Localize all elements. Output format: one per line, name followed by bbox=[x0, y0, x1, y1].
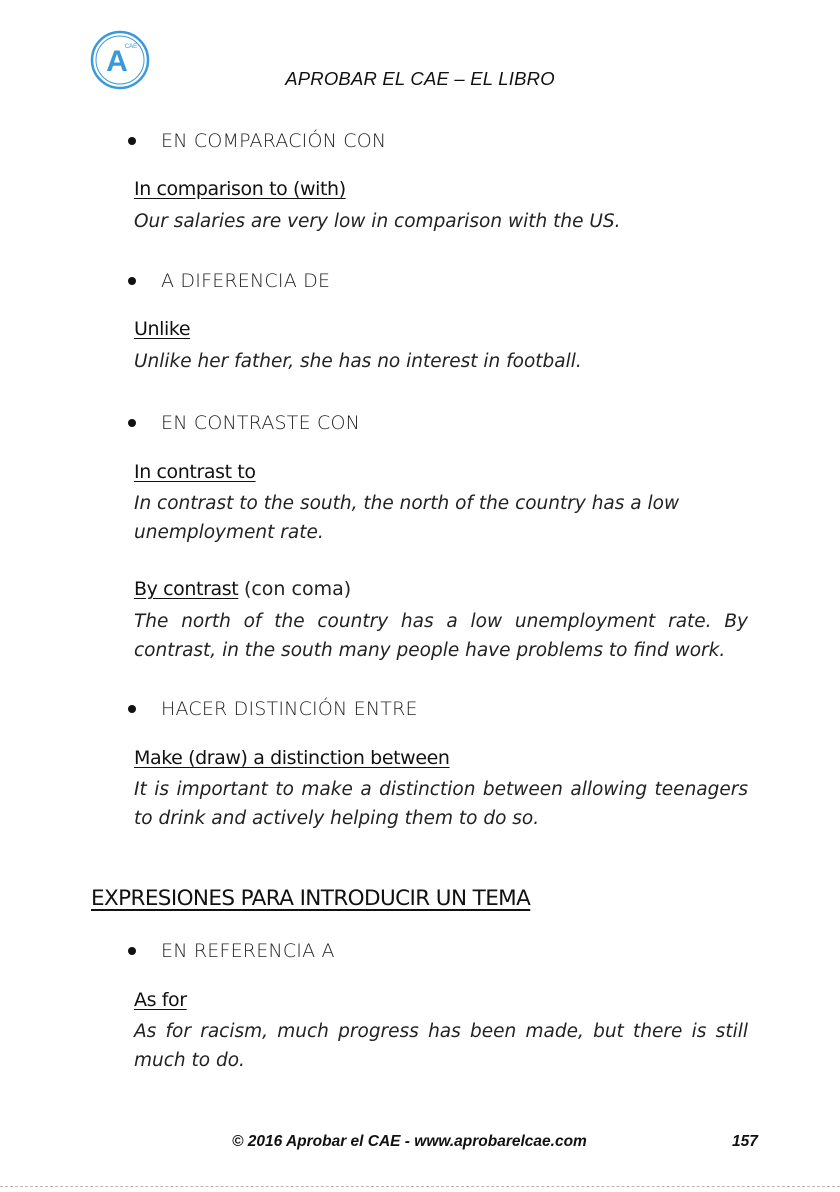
logo-small-text: CAE bbox=[124, 44, 138, 50]
term-text: In contrast to bbox=[134, 461, 256, 483]
bullet-item bbox=[128, 698, 418, 720]
footer-divider bbox=[0, 1186, 840, 1187]
bullet-item bbox=[128, 940, 335, 962]
example-sentence: Our salaries are very low in comparison with the US. bbox=[134, 211, 621, 232]
term-text: By contrast bbox=[134, 578, 239, 600]
bullet-label: EN REFERENCIA A bbox=[161, 940, 335, 962]
example-sentence: Unlike her father, she has no interest in football. bbox=[134, 351, 582, 372]
term-heading bbox=[134, 989, 187, 1011]
term-note: (con coma) bbox=[243, 578, 352, 600]
bullet-item bbox=[128, 130, 386, 152]
bullet-icon bbox=[128, 277, 136, 285]
bullet-label: HACER DISTINCIÓN ENTRE bbox=[161, 698, 418, 720]
bullet-label: EN COMPARACIÓN CON bbox=[161, 130, 387, 152]
example-sentence: It is important to make a distinction between allowing teenagers to drink and actively helping them to do so. bbox=[134, 779, 748, 829]
footer-copyright: © 2016 Aprobar el CAE - www.aprobarelcae.com bbox=[232, 1133, 587, 1150]
bullet-icon bbox=[128, 947, 136, 955]
example-sentence: The north of the country has a low unemployment rate. By contrast, in the south many people have problems to find work. bbox=[134, 611, 748, 661]
term-heading bbox=[134, 318, 190, 340]
bullet-label: EN CONTRASTE CON bbox=[161, 412, 361, 434]
bullet-icon bbox=[128, 137, 136, 145]
term-heading bbox=[134, 178, 346, 200]
bullet-icon bbox=[128, 419, 136, 427]
term-heading bbox=[134, 747, 450, 769]
term-text: As for bbox=[134, 989, 187, 1011]
term-heading bbox=[134, 461, 256, 483]
bullet-item bbox=[128, 270, 330, 292]
page-number: 157 bbox=[732, 1133, 758, 1150]
example-sentence: In contrast to the south, the north of the country has a low unemployment rate. bbox=[134, 493, 680, 543]
example-sentence: As for racism, much progress has been made, but there is still much to do. bbox=[134, 1021, 748, 1071]
bullet-item bbox=[128, 412, 360, 434]
section-title: EXPRESIONES PARA INTRODUCIR UN TEMA bbox=[91, 886, 531, 911]
logo-letter: A bbox=[106, 45, 128, 78]
term-text: Unlike bbox=[134, 318, 191, 340]
term-text: In comparison to (with) bbox=[134, 178, 346, 200]
term-text: Make (draw) a distinction between bbox=[134, 747, 450, 769]
bullet-icon bbox=[128, 705, 136, 713]
page-header-title: APROBAR EL CAE – EL LIBRO bbox=[285, 68, 555, 89]
bullet-label: A DIFERENCIA DE bbox=[161, 270, 331, 292]
term-heading bbox=[134, 578, 351, 600]
